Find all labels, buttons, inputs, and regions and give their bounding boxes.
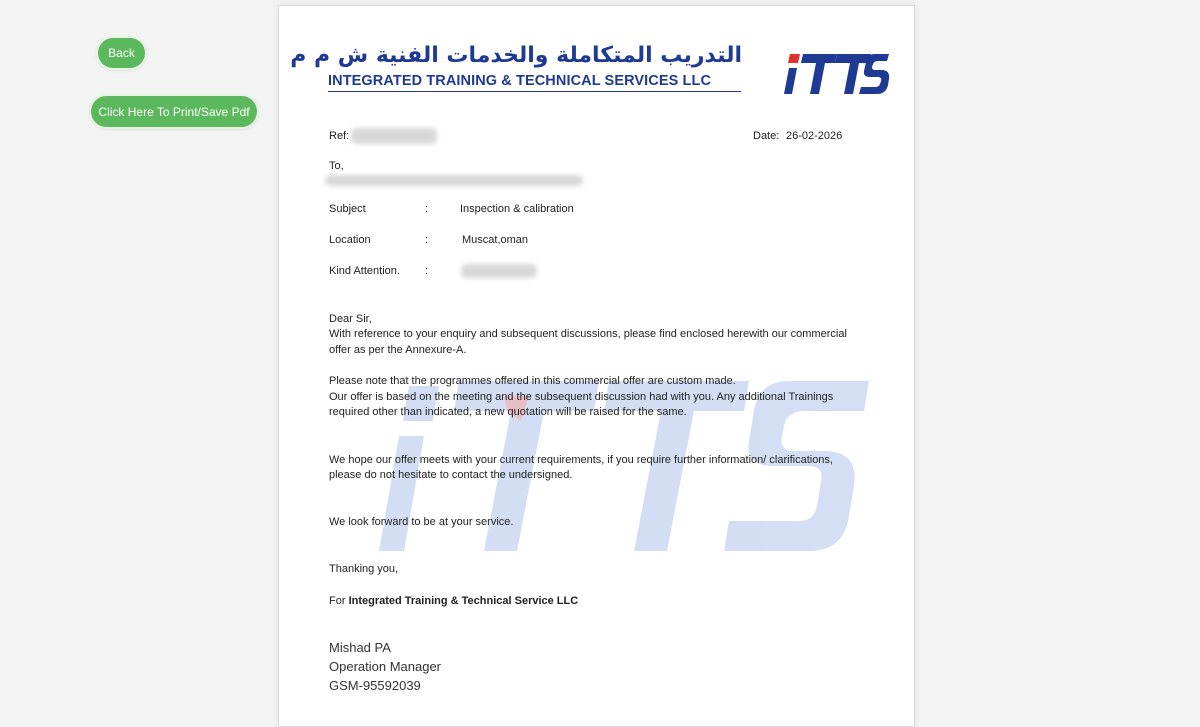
signatory-name: Mishad PA [329,640,391,655]
recipient-redacted [325,175,583,186]
paragraph-1-line-1: With reference to your enquiry and subsequent discussions, please find enclosed herewith our commercial [329,328,847,340]
paragraph-2-line-2: Our offer is based on the meeting and the subsequent discussion had with you. Any additional Trainings [329,391,834,403]
itts-logo [779,46,891,96]
location-value: Muscat,oman [462,234,529,246]
for-company-name: Integrated Training & Technical Service LLC [348,595,579,607]
for-company-line [329,594,578,610]
subject-separator: : [425,203,429,215]
paragraph-3-line-1: We hope our offer meets with your current requirements, if you require further information/ clarifications, [329,454,833,466]
salutation: Dear Sir, [329,313,372,325]
paragraph-2-line-1: Please note that the programmes offered in this commercial offer are custom made. [329,375,736,387]
location-label: Location [329,234,371,246]
closing: Thanking you, [329,563,399,575]
ref-label: Ref: [329,130,350,142]
date-value: 26-02-2026 [786,130,843,142]
date-label: Date: [753,130,780,142]
back-button[interactable]: Back [98,38,145,68]
company-name-arabic: التدريب المتكاملة والخدمات الفنية ش م م [290,43,742,68]
print-save-pdf-button[interactable]: Click Here To Print/Save Pdf [91,96,257,127]
attention-label: Kind Attention. [329,265,400,277]
ref-redacted [351,128,437,144]
subject-value: Inspection & calibration [460,203,574,215]
paragraph-4: We look forward to be at your service. [329,516,514,528]
header-divider [328,91,741,92]
to-label: To, [329,160,344,172]
attention-separator: : [425,265,429,277]
subject-label: Subject [329,203,366,215]
company-name-english: INTEGRATED TRAINING & TECHNICAL SERVICES LLC [328,73,712,89]
letter-document [278,5,915,727]
for-prefix: For [329,595,349,607]
signatory-phone: GSM-95592039 [329,678,421,693]
location-separator: : [425,234,429,246]
attention-redacted [461,264,537,278]
paragraph-2-line-3: required other than indicated, a new quotation will be raised for the same. [329,406,687,418]
signatory-title: Operation Manager [329,659,442,674]
paragraph-1-line-2: offer as per the Annexure-A. [329,344,467,356]
paragraph-3-line-2: please do not hesitate to contact the undersigned. [329,469,573,481]
